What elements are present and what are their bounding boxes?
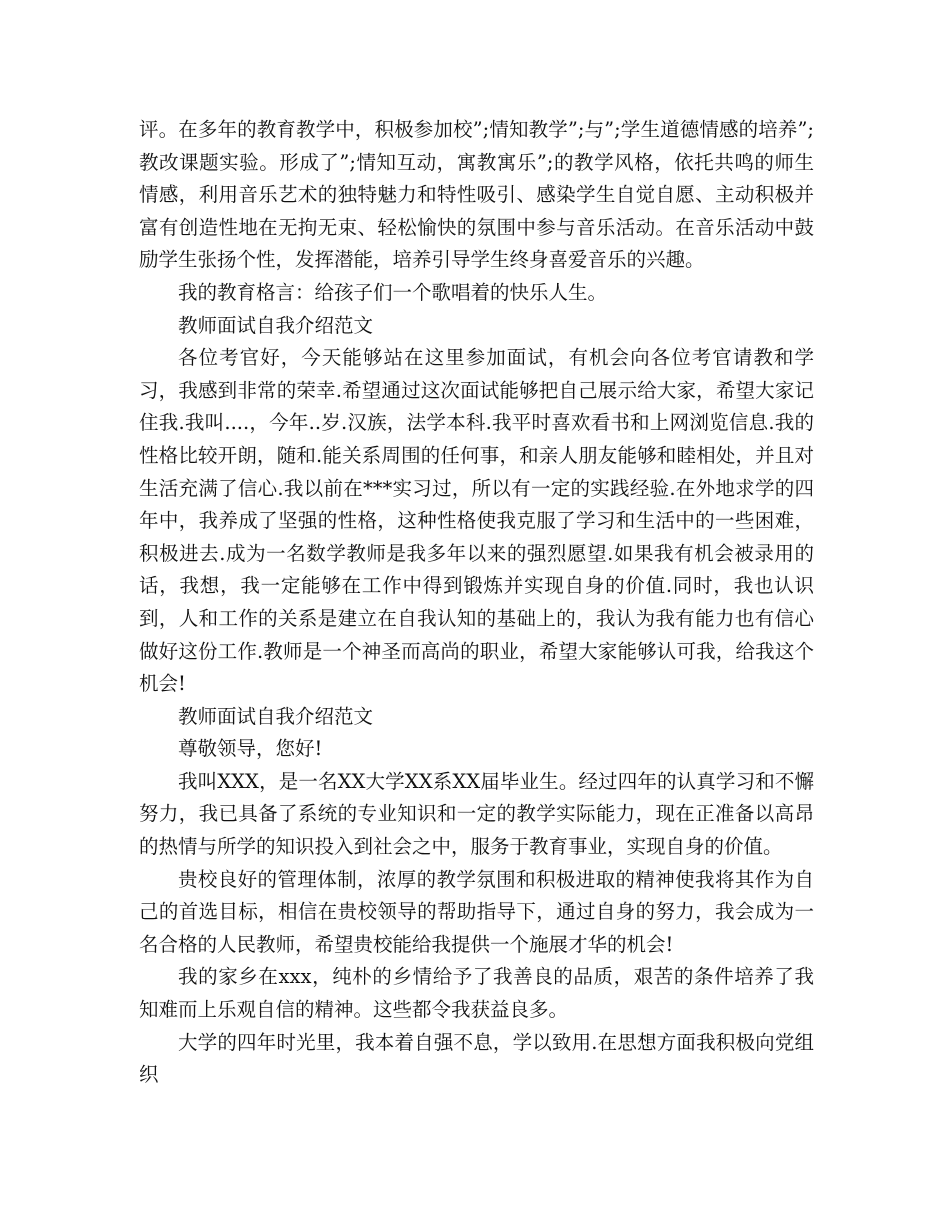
- paragraph-teaching-style: 评。在多年的教育教学中，积极参加校”;情知教学”;与”;学生道德情感的培养”;教改课题实验。形成了”;情知互动，寓教寓乐”;的教学风格，依托共鸣的师生情感，利用音乐艺术的独特魅力和特性吸引、感染学生自觉自愿、主动积极并富有创造性地在无拘无束、轻松愉快的氛围中参与音乐活动。在音乐活动中鼓励学生张扬个性，发挥潜能，培养引导学生终身喜爱音乐的兴趣。: [139, 118, 814, 272]
- paragraph-hometown: 我的家乡在xxx，纯朴的乡情给予了我善良的品质，艰苦的条件培养了我知难而上乐观自信的精神。这些都令我获益良多。: [139, 965, 814, 1022]
- paragraph-education-motto: 我的教育格言：给孩子们一个歌唱着的快乐人生。: [178, 280, 608, 304]
- paragraph-school-choice: 贵校良好的管理体制，浓厚的教学氛围和积极进取的精神使我将其作为自己的首选目标，相信在贵校领导的帮助指导下，通过自身的努力，我会成为一名合格的人民教师，希望贵校能给我提供一个施展才华的机会!: [139, 867, 814, 956]
- document-body: [139, 114, 814, 1092]
- section-heading-1: 教师面试自我介绍范文: [178, 313, 374, 337]
- paragraph-interview-intro: 各位考官好，今天能够站在这里参加面试，有机会向各位考官请教和学习，我感到非常的荣幸.希望通过这次面试能够把自己展示给大家，希望大家记住我.我叫....，今年..岁.汉族，法学本科.我平时喜欢看书和上网浏览信息.我的性格比较开朗，随和.能关系周围的任何事，和亲人朋友能够和睦相处，并且对生活充满了信心.我以前在***实习过，所以有一定的实践经验.在外地求学的四年中，我养成了坚强的性格，这种性格使我克服了学习和生活中的一些困难，积极进去.成为一名数学教师是我多年以来的强烈愿望.如果我有机会被录用的话，我想，我一定能够在工作中得到锻炼并实现自身的价值.同时，我也认识到，人和工作的关系是建立在自我认知的基础上的，我认为我有能力也有信心做好这份工作.教师是一个神圣而高尚的职业，希望大家能够认可我，给我这个机会!: [139, 346, 814, 696]
- paragraph-university-years: 大学的四年时光里，我本着自强不息，学以致用.在思想方面我积极向党组织: [139, 1030, 814, 1087]
- paragraph-greeting: 尊敬领导，您好!: [178, 737, 323, 761]
- paragraph-self-introduction: 我叫XXX，是一名XX大学XX系XX届毕业生。经过四年的认真学习和不懈努力，我已具备了系统的专业知识和一定的教学实际能力，现在正准备以高昂的热情与所学的知识投入到社会之中，服务于教育事业，实现自身的价值。: [139, 769, 814, 859]
- section-heading-2: 教师面试自我介绍范文: [178, 704, 374, 728]
